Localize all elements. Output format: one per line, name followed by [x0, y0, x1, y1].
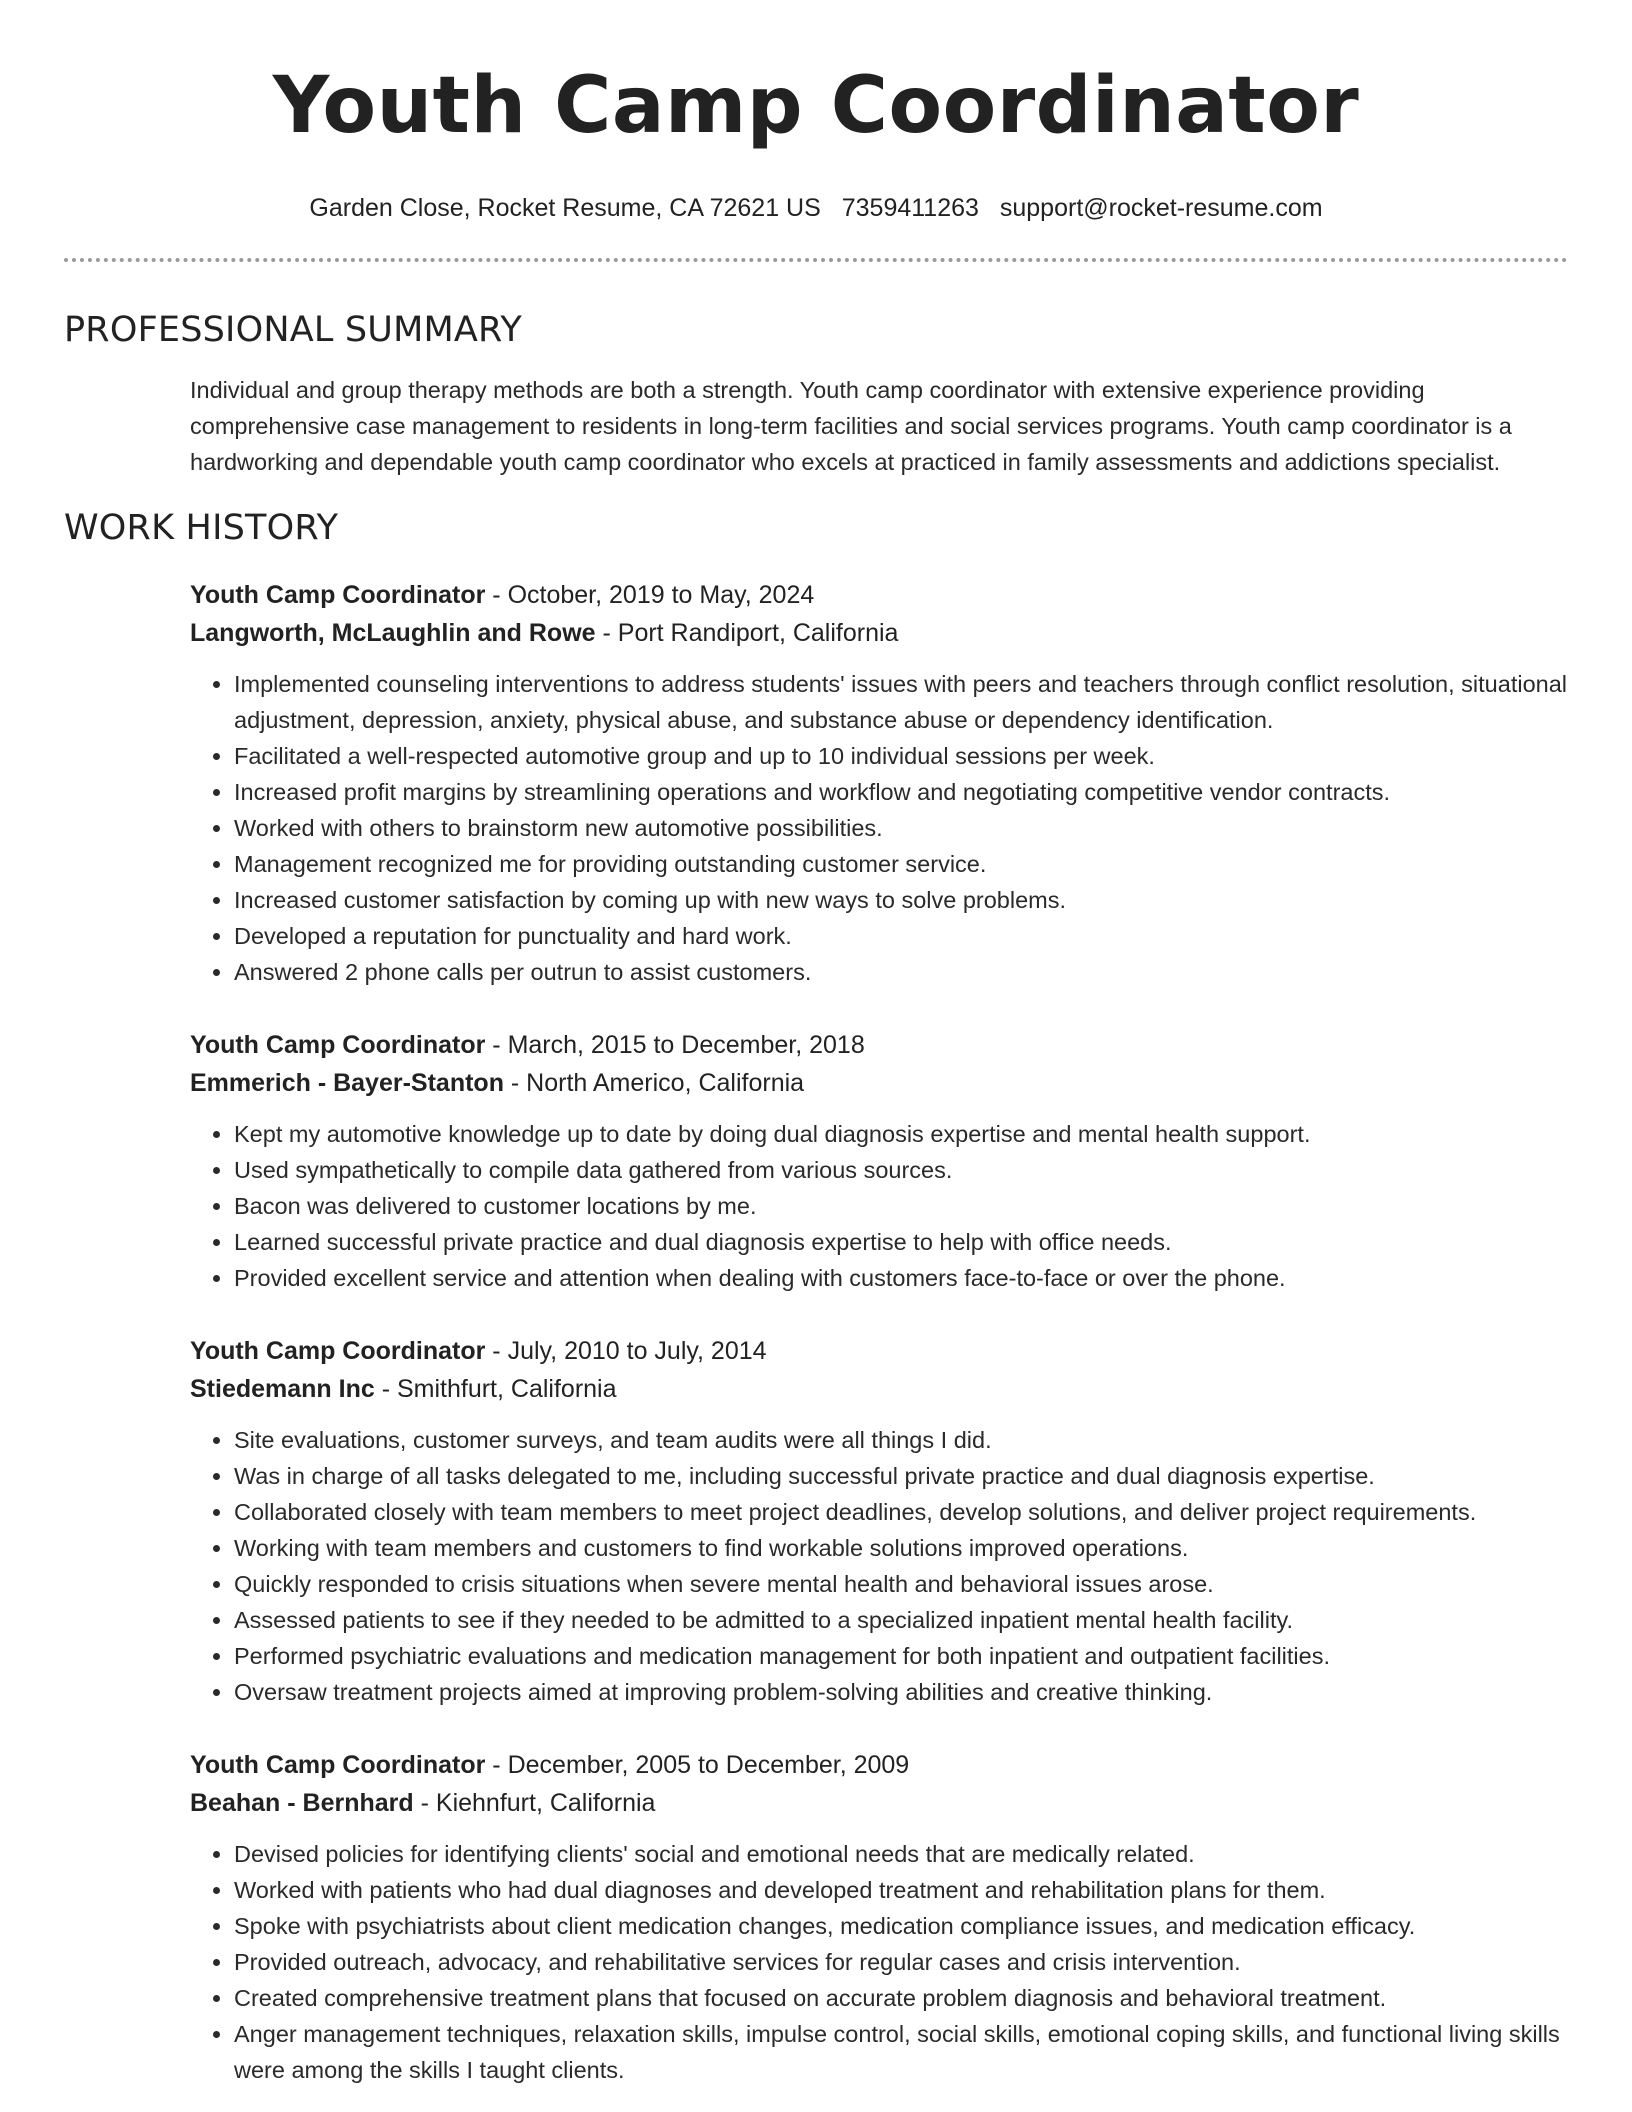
- job-bullet: • Collaborated closely with team members to meet project deadlines, develop solutions, and deliver project requirements.: [234, 1494, 1568, 1530]
- job-bullet: • Anger management techniques, relaxation skills, impulse control, social skills, emotional coping skills, and functional living skills were among the skills I taught clients.: [234, 2016, 1568, 2088]
- job-bullet: • Provided outreach, advocacy, and rehabilitative services for regular cases and crisis intervention.: [234, 1944, 1568, 1980]
- job-bullet: • Implemented counseling interventions to address students' issues with peers and teachers through conflict resolution, situational adjustment, depression, anxiety, physical abuse, and substance abuse or dependency identification.: [234, 666, 1568, 738]
- job-entry: [190, 1332, 1568, 1710]
- job-company: Langworth, McLaughlin and Rowe: [190, 619, 596, 647]
- job-dates: - December, 2005 to December, 2009: [485, 1751, 910, 1779]
- contact-line: [64, 192, 1568, 224]
- summary-heading: PROFESSIONAL SUMMARY: [64, 310, 522, 350]
- applicant-name: Youth Camp Coordinator: [272, 61, 1360, 151]
- work-history-heading: WORK HISTORY: [64, 508, 339, 548]
- job-bullet: • Answered 2 phone calls per outrun to assist customers.: [234, 954, 1568, 990]
- job-location: - Port Randiport, California: [595, 619, 899, 647]
- work-history-list: [64, 576, 1568, 2088]
- job-company: Beahan - Bernhard: [190, 1789, 414, 1817]
- job-role: Youth Camp Coordinator: [190, 1031, 486, 1059]
- job-location: - Smithfurt, California: [374, 1375, 617, 1403]
- job-entry: [190, 576, 1568, 990]
- job-bullet: • Site evaluations, customer surveys, and team audits were all things I did.: [234, 1422, 1568, 1458]
- job-bullet: • Quickly responded to crisis situations when severe mental health and behavioral issues arose.: [234, 1566, 1568, 1602]
- job-bullets: [190, 1836, 1568, 2088]
- job-bullet: • Spoke with psychiatrists about client medication changes, medication compliance issues, and medication efficacy.: [234, 1908, 1568, 1944]
- job-role: Youth Camp Coordinator: [190, 1337, 486, 1365]
- job-role: Youth Camp Coordinator: [190, 1751, 486, 1779]
- contact-address: Garden Close, Rocket Resume, CA 72621 US: [309, 194, 821, 222]
- job-company-line: [190, 1370, 1568, 1408]
- job-bullet: • Worked with others to brainstorm new automotive possibilities.: [234, 810, 1568, 846]
- job-company-line: [190, 1064, 1568, 1102]
- job-title-line: [190, 1746, 1568, 1784]
- job-dates: - March, 2015 to December, 2018: [485, 1031, 865, 1059]
- job-title-line: [190, 576, 1568, 614]
- job-bullet: • Management recognized me for providing outstanding customer service.: [234, 846, 1568, 882]
- job-bullet: • Facilitated a well-respected automotive group and up to 10 individual sessions per week.: [234, 738, 1568, 774]
- job-bullet: • Worked with patients who had dual diagnoses and developed treatment and rehabilitation plans for them.: [234, 1872, 1568, 1908]
- job-bullets: [190, 666, 1568, 990]
- job-title-line: [190, 1026, 1568, 1064]
- job-bullet: • Created comprehensive treatment plans that focused on accurate problem diagnosis and behavioral treatment.: [234, 1980, 1568, 2016]
- job-company: Stiedemann Inc: [190, 1375, 375, 1403]
- job-bullet: • Performed psychiatric evaluations and medication management for both inpatient and outpatient facilities.: [234, 1638, 1568, 1674]
- job-bullet: • Assessed patients to see if they needed to be admitted to a specialized inpatient mental health facility.: [234, 1602, 1568, 1638]
- job-bullet: • Provided excellent service and attention when dealing with customers face-to-face or over the phone.: [234, 1260, 1568, 1296]
- job-bullet: • Oversaw treatment projects aimed at improving problem-solving abilities and creative thinking.: [234, 1674, 1568, 1710]
- job-entry: [190, 1026, 1568, 1296]
- job-bullet: • Kept my automotive knowledge up to date by doing dual diagnosis expertise and mental health support.: [234, 1116, 1568, 1152]
- job-location: - North Americo, California: [503, 1069, 805, 1097]
- job-dates: - October, 2019 to May, 2024: [485, 581, 815, 609]
- job-bullet: • Used sympathetically to compile data gathered from various sources.: [234, 1152, 1568, 1188]
- job-entry: [190, 1746, 1568, 2088]
- header-divider: [64, 258, 1568, 262]
- contact-email: support@rocket-resume.com: [999, 194, 1323, 222]
- job-bullet: • Learned successful private practice and dual diagnosis expertise to help with office needs.: [234, 1224, 1568, 1260]
- job-role: Youth Camp Coordinator: [190, 581, 486, 609]
- job-bullets: [190, 1422, 1568, 1710]
- job-company-line: [190, 614, 1568, 652]
- job-bullet: • Increased customer satisfaction by coming up with new ways to solve problems.: [234, 882, 1568, 918]
- job-bullet: • Was in charge of all tasks delegated to me, including successful private practice and dual diagnosis expertise.: [234, 1458, 1568, 1494]
- summary-text: Individual and group therapy methods are both a strength. Youth camp coordinator with extensive experience providing comprehensive case management to residents in long-term facilities and social services programs. Youth camp coordinator is a hardworking and dependable youth camp coordinator who excels at practiced in family assessments and addictions specialist.: [190, 377, 1512, 475]
- job-bullet: • Increased profit margins by streamlining operations and workflow and negotiating competitive vendor contracts.: [234, 774, 1568, 810]
- job-bullet: • Bacon was delivered to customer locations by me.: [234, 1188, 1568, 1224]
- job-location: - Kiehnfurt, California: [413, 1789, 656, 1817]
- job-company: Emmerich - Bayer-Stanton: [190, 1069, 504, 1097]
- job-company-line: [190, 1784, 1568, 1822]
- job-bullet: • Working with team members and customers to find workable solutions improved operations.: [234, 1530, 1568, 1566]
- job-dates: - July, 2010 to July, 2014: [485, 1337, 767, 1365]
- contact-phone: 7359411263: [841, 194, 979, 222]
- job-bullets: [190, 1116, 1568, 1296]
- job-title-line: [190, 1332, 1568, 1370]
- job-bullet: • Devised policies for identifying clients' social and emotional needs that are medically related.: [234, 1836, 1568, 1872]
- job-bullet: • Developed a reputation for punctuality and hard work.: [234, 918, 1568, 954]
